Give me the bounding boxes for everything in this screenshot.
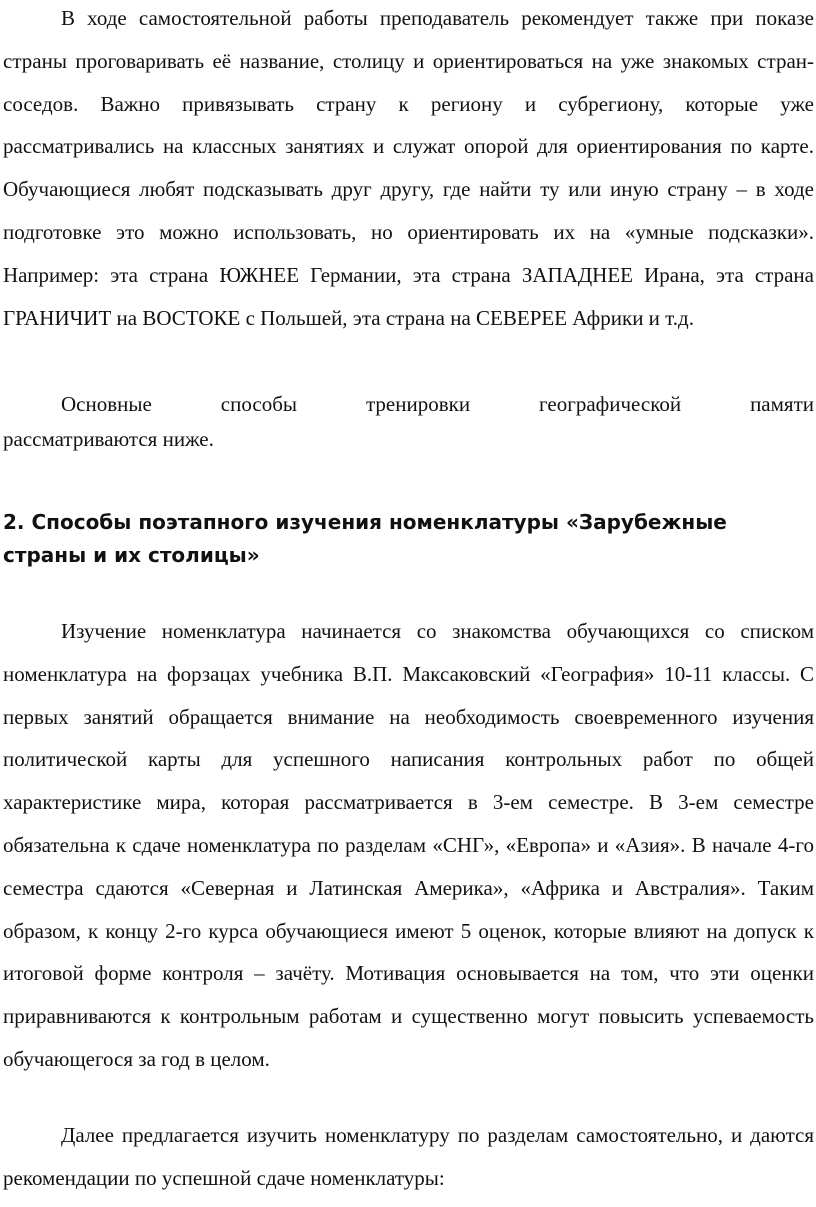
paragraph-memory-training-line-2: рассматриваются ниже. <box>3 427 214 451</box>
paragraph-recommendations: Далее предлагается изучить номенклатуру по разделам самостоятельно, и даются рекомендации по успешной сдаче номенклатуры: <box>3 1123 814 1190</box>
paragraph-nomenclature-study: Изучение номенклатура начинается со знакомства обучающихся со списком номенклатура на форзацах учебника В.П. Максаковский «География» 10-11 классы. С первых занятий обращается внимание на необходимость своевременного изучения политической карты для успешного написания контрольных работ по общей характеристике мира, которая рассматривается в 3-ем семестре. В 3-ем семестре обязательна к сдаче номенклатура по разделам «СНГ», «Европа» и «Азия». В начале 4-го семестра сдаются «Северная и Латинская Америка», «Африка и Австралия». Таким образом, к концу 2-го курса обучающиеся имеют 5 оценок, которые влияют на допуск к итоговой форме контроля – зачёту. Мотивация основывается на том, что эти оценки приравниваются к контрольным работам и существенно могут повысить успеваемость обучающегося за год в целом. <box>3 619 814 1071</box>
paragraph-memory-training-line-1: Основные способы тренировки географической памяти <box>61 392 814 416</box>
section-heading: 2. Способы поэтапного изучения номенклатуры «Зарубежные страны и их столицы» <box>3 510 727 567</box>
paragraph-self-study: В ходе самостоятельной работы преподаватель рекомендует также при показе страны проговаривать её название, столицу и ориентироваться на уже знакомых стран-соседов. Важно привязывать страну к региону и субрегиону, которые уже рассматривались на классных занятиях и служат опорой для ориентирования по карте. Обучающиеся любят подсказывать друг другу, где найти ту или иную страну – в ходе подготовке это можно использовать, но ориентировать их на «умные подсказки». Например: эта страна ЮЖНЕЕ Германии, эта страна ЗАПАДНЕЕ Ирана, эта страна ГРАНИЧИТ на ВОСТОКЕ с Польшей, эта страна на СЕВЕРЕЕ Африки и т.д. <box>3 6 814 330</box>
